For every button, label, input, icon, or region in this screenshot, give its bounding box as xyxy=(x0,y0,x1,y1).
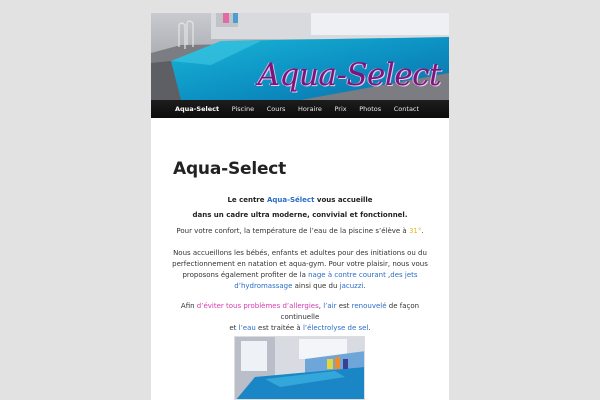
page-container xyxy=(151,13,449,400)
welcome-text: proposons également profiter de la xyxy=(182,271,309,279)
site-title-logo: Aqua-Select xyxy=(257,57,441,93)
hydromassage-link[interactable]: d’hydromassage xyxy=(234,282,293,290)
air-text-a: Afin xyxy=(180,302,197,310)
air-line-2: continuelle xyxy=(280,313,320,321)
air-end: . xyxy=(368,324,371,332)
comfort-text-a: Pour votre confort, la température de l’eau de la piscine s’élève à xyxy=(176,227,409,235)
welcome-end: . xyxy=(363,282,366,290)
nav-item-cours[interactable]: Cours xyxy=(266,105,286,113)
air-text-e: et xyxy=(229,324,239,332)
jets-link[interactable]: des jets xyxy=(390,271,418,279)
nav-item-photos[interactable]: Photos xyxy=(359,105,382,113)
page-title: Aqua-Select xyxy=(173,159,287,179)
intro-text-b: vous accueille xyxy=(314,196,373,204)
renewed-link[interactable]: renouvelé xyxy=(351,302,387,310)
aqua-select-link[interactable]: Aqua-Sélect xyxy=(266,196,315,204)
air-line-3 xyxy=(151,323,449,334)
nav-item-horaire[interactable]: Horaire xyxy=(298,105,322,113)
air-link[interactable]: l’air xyxy=(323,302,337,310)
welcome-line-2: perfectionnement en natation et aqua-gym. Pour votre plaisir, nous vous xyxy=(172,260,428,268)
jacuzzi-link[interactable]: jacuzzi xyxy=(339,282,364,290)
air-text-c: est xyxy=(336,302,352,310)
nav-item-contact[interactable]: Contact xyxy=(393,105,420,113)
pool-photo[interactable] xyxy=(234,336,365,400)
pool-photo-image xyxy=(235,337,365,400)
intro-text-a: Le centre xyxy=(227,196,267,204)
temperature-value: 31° xyxy=(408,227,422,235)
nav-item-aqua-select[interactable]: Aqua-Select xyxy=(175,105,220,113)
allergies-link[interactable]: d’éviter tous problèmes d’allergies xyxy=(196,302,319,310)
air-text-d: de façon xyxy=(386,302,420,310)
salt-electrolysis-link[interactable]: l’électrolyse de sel xyxy=(302,324,369,332)
welcome-text-2: ainsi que du xyxy=(292,282,340,290)
water-link[interactable]: l’eau xyxy=(238,324,256,332)
welcome-line-3 xyxy=(151,270,449,281)
welcome-line-4 xyxy=(151,281,449,292)
comfort-text-b: . xyxy=(421,227,424,235)
air-text-f: est traitée à xyxy=(255,324,303,332)
air-line-1 xyxy=(151,301,449,312)
nav-item-prix[interactable]: Prix xyxy=(334,105,347,113)
main-nav xyxy=(151,100,449,118)
counter-current-link[interactable]: nage à contre courant xyxy=(308,271,386,279)
nav-item-piscine[interactable]: Piscine xyxy=(231,105,255,113)
welcome-line-1: Nous accueillons les bébés, enfants et adultes pour des initiations ou du xyxy=(173,249,427,257)
header-banner[interactable] xyxy=(151,13,449,100)
intro-line-1 xyxy=(151,195,449,206)
intro-line-2: dans un cadre ultra moderne, convivial et fonctionnel. xyxy=(192,211,408,219)
comfort-text xyxy=(151,226,449,237)
welcome-sep: , xyxy=(385,271,391,279)
air-text-b: , xyxy=(318,302,324,310)
